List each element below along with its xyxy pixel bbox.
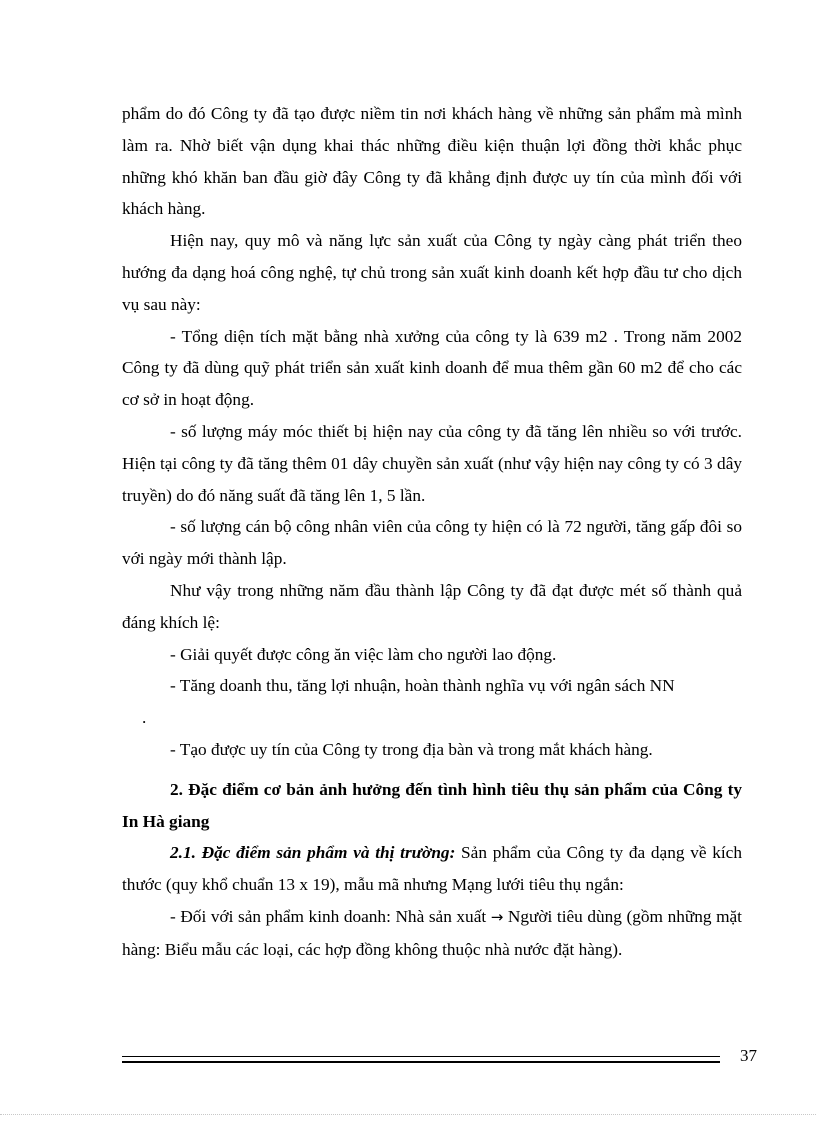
bottom-dotted-border: [0, 1114, 816, 1115]
bullet-revenue: - Tăng doanh thu, tăng lợi nhuận, hoàn thành nghĩa vụ với ngân sách NN: [170, 676, 675, 696]
page-number: 37: [740, 1046, 757, 1065]
stray-period: .: [142, 708, 147, 728]
subsection-text: Sản phẩm của Công ty đa dạng về kích thước (quy khổ chuẩn 13 x 19), mẫu mã nhưng Mạng lưới tiêu thụ ngắn:: [122, 843, 742, 895]
bullet-business-products: [122, 901, 742, 966]
bullet-machinery: - số lượng máy móc thiết bị hiện nay của công ty đã tăng lên nhiều so với trước. Hiện tại công ty đã tăng thêm 01 dây chuyền sản xuất (như vậy hiện nay công ty có 3 dây truyền) do đó năng suất đã tăng lên 1, 5 lần.: [122, 421, 742, 505]
paragraph-achievements: Như vậy trong những năm đầu thành lập Công ty đã đạt được mét số thành quả đáng khích lệ:: [122, 580, 742, 632]
paragraph-scale: Hiện nay, quy mô và năng lực sản xuất của Công ty ngày càng phát triển theo hướng đa dạng hoá công nghệ, tự chủ trong sản xuất kinh doanh kết hợp đầu tư cho dịch vụ sau này:: [122, 231, 742, 314]
paragraph-continuation: phẩm do đó Công ty đã tạo được niềm tin nơi khách hàng về những sản phẩm mà mình làm ra. Nhờ biết vận dụng khai thác những điều kiện thuận lợi đồng thời khắc phục những khó khăn ban đầu giờ đây Công ty đã khẳng định được uy tín của mình đối với khách hàng.: [122, 104, 742, 219]
subsection-label: 2.1. Đặc điểm sản phẩm và thị trường:: [170, 843, 456, 863]
bullet-floor-area: - Tổng diện tích mặt bằng nhà xưởng của công ty là 639 m2 . Trong năm 2002 Công ty đã dùng quỹ phát triển sản xuất kinh doanh để mua thêm gần 60 m2 để cho các cơ sở in hoạt động.: [122, 326, 742, 410]
section-heading: 2. Đặc điểm cơ bản ảnh hưởng đến tình hình tiêu thụ sản phẩm của Công ty In Hà giang: [122, 779, 742, 831]
subsection-paragraph: [122, 837, 742, 901]
footer-double-rule: [122, 1056, 720, 1063]
bullet-reputation: - Tạo được uy tín của Công ty trong địa bàn và trong mắt khách hàng.: [170, 739, 653, 759]
document-body: [122, 98, 742, 966]
business-products-text-a: - Đối với sản phẩm kinh doanh: Nhà sản xuất: [170, 906, 491, 926]
business-products-text-b: Người tiêu dùng (gồm những mặt hàng: Biểu mẫu các loại, các hợp đồng không thuộc nhà nước đặt hàng).: [122, 906, 742, 959]
bullet-employment: - Giải quyết được công ăn việc làm cho người lao động.: [170, 644, 557, 664]
right-arrow-icon: →: [490, 907, 504, 926]
bullet-staff: - số lượng cán bộ công nhân viên của công ty hiện có là 72 người, tăng gấp đôi so với ngày mới thành lập.: [122, 517, 742, 569]
